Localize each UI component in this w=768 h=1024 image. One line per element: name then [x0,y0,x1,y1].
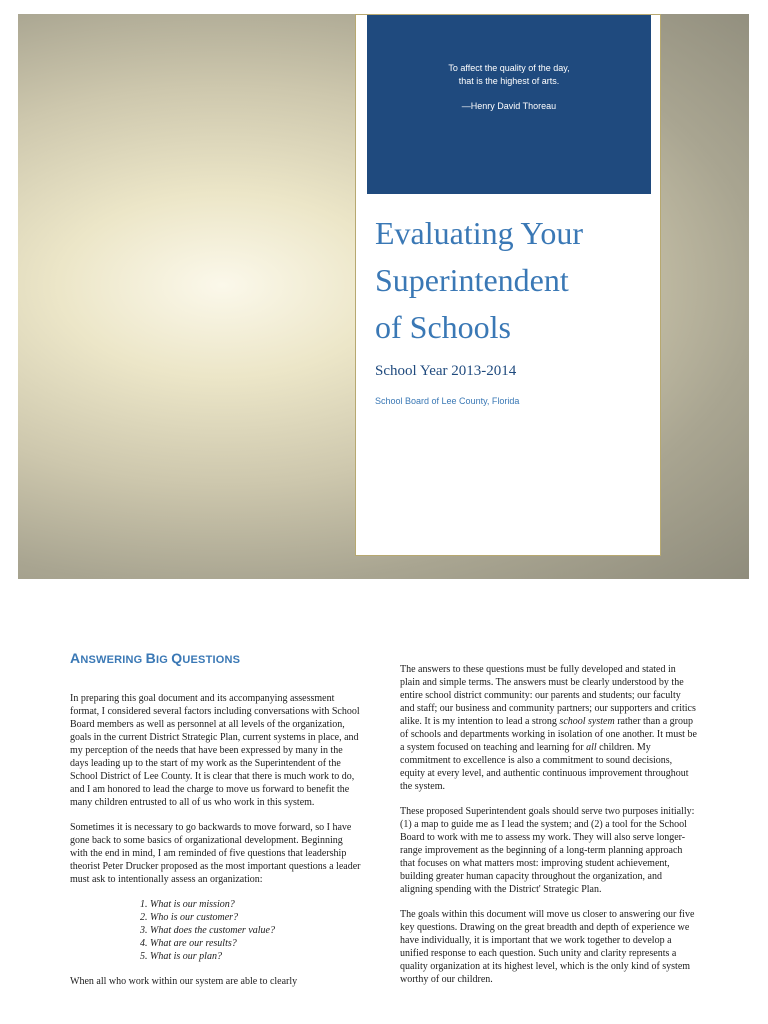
paragraph: When all who work within our system are able to clearly [70,976,298,987]
title-line-1: Evaluating Your [375,215,583,251]
paragraph: These proposed Superintendent goals should serve two purposes initially: (1) a map to guide me as I lead the system; and (2) a tool for the School Board to work with me to assess my work. They will also serve longer-range improvement as the beginning of a long-term planning approach that focuses on what matters most: improving student achievement, building greater human capacity throughout the organization, and aligning spending with the District' Strategic Plan. [400,806,695,895]
paragraph: The answers to these questions must be fully developed and stated in plain and simple terms. The answers must be clearly understood by the entire school district community: our parents and students; our faculty and staff; our business and community partners; our supporters and critics alike. It is my intention to lead a strong school system rather than a group of schools and departments working in isolation of one another. It must be a system focused on teaching and learning for all children. My commitment to excellence is also a commitment to sound decisions, equity at every level, and authentic continuous improvement throughout the system. [400,664,697,792]
left-column [70,692,362,1000]
quote-line-1: To affect the quality of the day, [448,63,570,73]
cover-page [355,14,661,556]
paragraph: The goals within this document will move us closer to answering our five key questions. Drawing on the great breadth and depth of experience we have individually, it is important that we work together to develop a unified response to each question. Such unity and clarity represents a quality organization at its highest level, which is the only kind of system worthy of our children. [400,909,695,985]
quote-banner [367,15,651,194]
list-item: 5. What is our plan? [140,951,222,962]
paragraph: Sometimes it is necessary to go backwards to move forward, so I have gone back to some basics of organizational development. Beginning with the end in mind, I am reminded of five questions that leadership theorist Peter Drucker proposed as the most important questions a leader must ask to intentionally assess an organization: [70,822,361,885]
list-item: 3. What does the customer value? [140,925,275,936]
quote-line-2: that is the highest of arts. [458,76,560,86]
school-year: School Year 2013-2014 [375,363,517,379]
right-column [400,663,697,998]
list-item: 2. Who is our customer? [140,912,239,923]
list-item: 4. What are our results? [140,938,237,949]
school-board-name: School Board of Lee County, Florida [375,396,520,406]
title-line-3: of Schools [375,309,511,345]
paragraph: In preparing this goal document and its accompanying assessment format, I considered several factors including conversations with School Board members as well as personnel at all levels of the organization, goals in the current District Strategic Plan, current systems in place, and my perception of the needs that have been expressed by many in the days leading up to the start of my work as the Superintendent of the School District of Lee County. It is clear that there is much work to do, and I am honored to lead the charge to move us forward to benefit the many children entrusted to all of us who work in this system. [70,693,360,808]
cover-image [18,14,749,579]
document-title [375,210,655,351]
section-heading: ANSWERING BIG QUESTIONS [70,650,241,666]
title-line-2: Superintendent [375,262,569,298]
list-item: 1. What is our mission? [140,899,235,910]
questions-list [140,898,362,963]
quote-attribution: —Henry David Thoreau [461,101,557,111]
